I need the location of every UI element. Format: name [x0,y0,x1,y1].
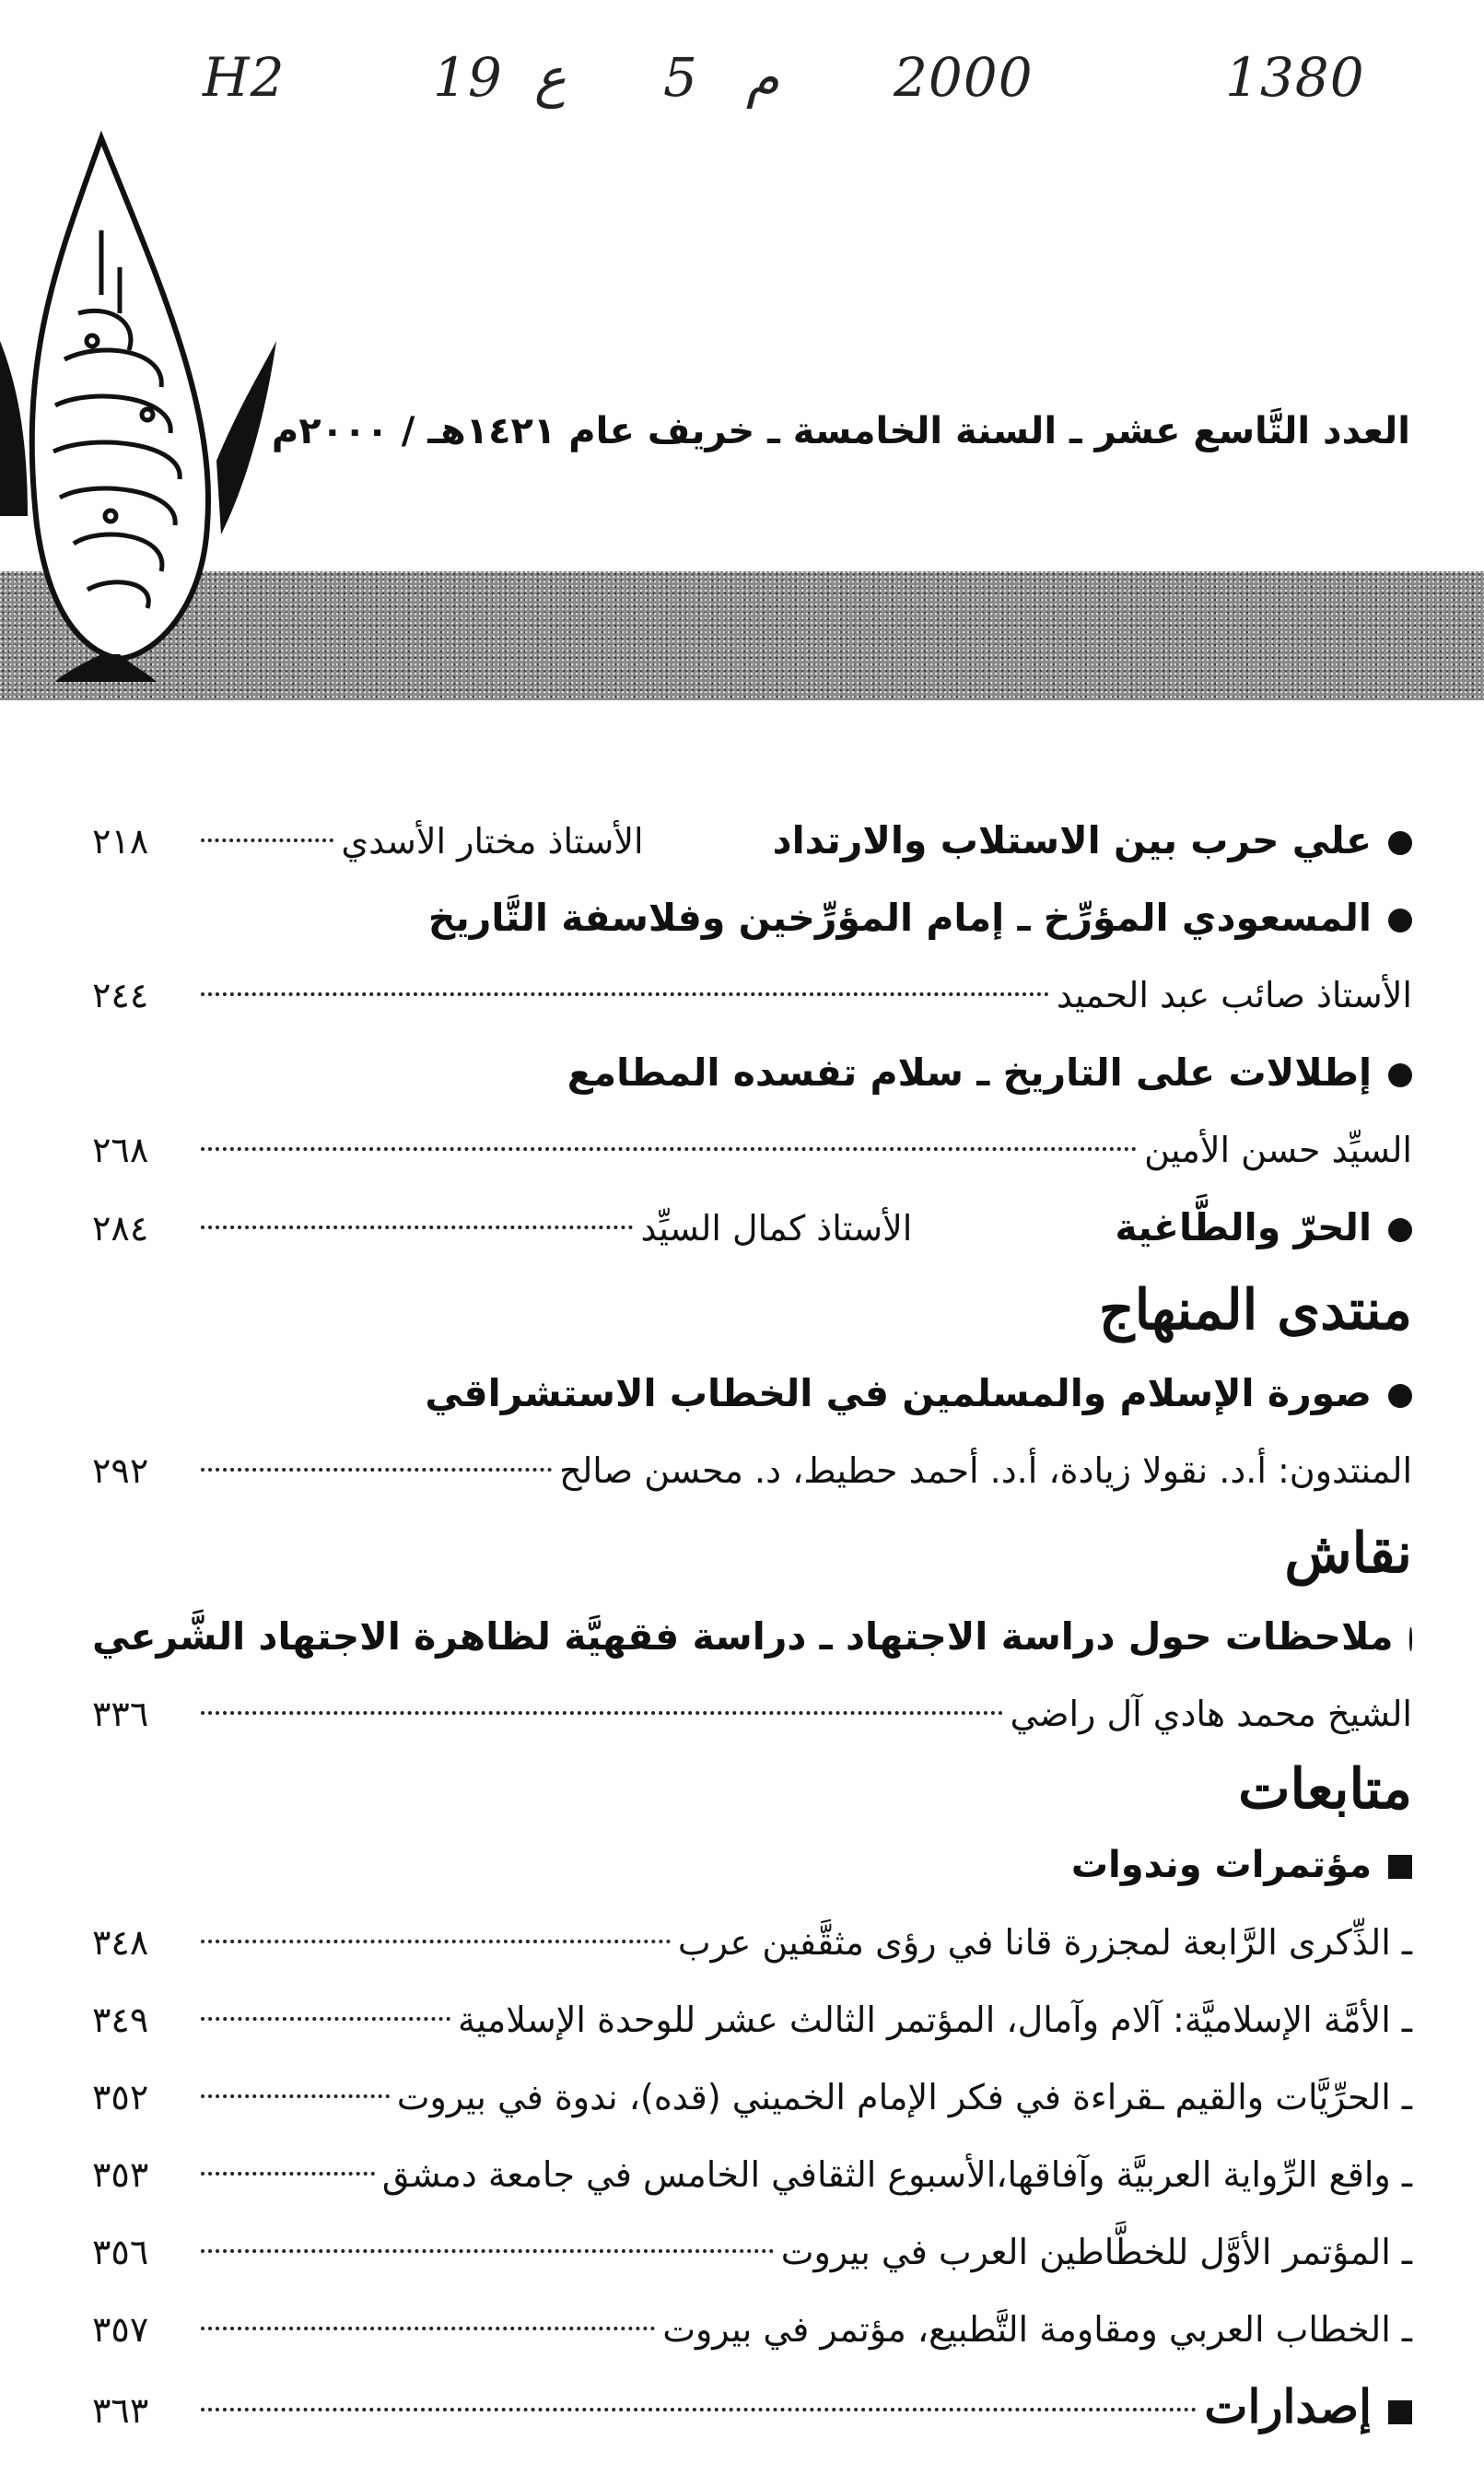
toc-author-row [92,956,1412,1034]
entry-title: علي حرب بين الاستلاب والارتداد [772,818,1372,862]
entry-title: المسعودي المؤرِّخ ـ إمام المؤرِّخين وفلاسفة التَّاريخ [427,896,1372,940]
entry-page: ٣٤٩ [92,2000,149,2040]
entry-title: ملاحظات حول دراسة الاجتهاد ـ دراسة فقهيَّة لظاهرة الاجتهاد الشَّرعي [92,1614,1394,1659]
leader-dots [201,2327,655,2330]
handwritten-note: 1380 [1225,46,1365,109]
entry-page: ٣٦٣ [92,2390,149,2431]
handwritten-note: 19 [433,46,503,109]
toc-entry[interactable] [92,1598,1412,1675]
bullet-icon [1388,1063,1412,1087]
bullet-icon [1388,831,1412,855]
toc-entry[interactable] [92,1034,1412,1111]
bullet-icon [1388,1218,1412,1242]
entry-page: ٣٥٢ [92,2077,149,2117]
subentry-text: ـ الذِّكرى الرَّابعة لمجزرة قانا في رؤى مثقَّفين عرب [677,1922,1412,1963]
bullet-icon [1409,1627,1412,1651]
bullet-icon [1388,909,1412,933]
section-heading-debate: نقاش [1284,1521,1412,1586]
toc-subentry[interactable] [92,2213,1412,2291]
toc-entry[interactable] [92,879,1412,956]
entry-author: الشيخ محمد هادي آل راضي [1010,1694,1412,1734]
section-heading-forum: منتدى المنهاج [1098,1278,1412,1343]
leader-dots [201,1468,552,1472]
entry-page: ٢٦٨ [92,1130,149,1170]
entry-page: ٣٣٦ [92,1694,149,1734]
leader-dots [201,2094,390,2098]
releases-label: إصدارات [1204,2379,1372,2434]
entry-author: الأستاذ مختار الأسدي [341,821,644,862]
toc-author-row [92,1111,1412,1189]
handwritten-note: ع [534,46,567,109]
leader-dots [201,2408,1197,2411]
handwritten-note: م [746,46,779,109]
entry-title: الحرّ والطَّاغية [1115,1205,1372,1249]
entry-page: ٢١٨ [92,821,149,862]
subheading: مؤتمرات وندوات [1070,1844,1372,1886]
leader-dots [201,1226,633,1229]
handwritten-note: 2000 [894,46,1034,109]
entry-author: الأستاذ صائب عبد الحميد [1056,975,1412,1015]
entry-author: السيِّد حسن الأمين [1144,1130,1412,1170]
entry-page: ٢٨٤ [92,1208,149,1249]
subentry-text: ـ الأمَّة الإسلاميَّة: آلام وآمال، المؤتمر الثالث عشر للوحدة الإسلامية [458,2000,1412,2040]
subentry-text: ـ واقع الرِّواية العربيَّة وآفاقها،الأسبوع الثقافي الخامس في جامعة دمشق [381,2154,1412,2195]
square-bullet-icon [1388,2400,1412,2424]
toc-entry[interactable] [92,1189,1412,1266]
leader-dots [201,1147,1137,1151]
entry-page: ٣٥٧ [92,2309,149,2350]
leader-dots [201,1711,1003,1715]
subheading-row [92,1826,1412,1904]
subentry-text: ـ الحرِّيَّات والقيم ـقراءة في فكر الإمام الخميني (قده)، ندوة في بيروت [396,2077,1412,2117]
toc-entry[interactable] [92,1355,1412,1432]
calligraphy-logo [0,129,276,682]
leader-dots [201,2017,450,2021]
toc-entry[interactable] [92,802,1412,879]
toc-subentry[interactable] [92,2136,1412,2213]
leader-dots [201,1940,671,1943]
leader-dots [201,2249,774,2253]
handwritten-note: 5 [663,46,698,109]
toc-subentry[interactable] [92,1904,1412,1981]
toc-author-row [92,1675,1412,1753]
section-heading-followups: متابعات [1238,1757,1412,1822]
entry-author: المنتدون: أ.د. نقولا زيادة، أ.د. أحمد حطيط، د. محسن صالح [559,1450,1412,1491]
toc-subentry[interactable] [92,1981,1412,2059]
issue-line: العدد التَّاسع عشر ـ السنة الخامسة ـ خريف عام ١٤٢١هـ / ٢٠٠٠م [271,410,1410,452]
subentry-text: ـ الخطاب العربي ومقاومة التَّطبيع، مؤتمر في بيروت [662,2309,1412,2350]
entry-page: ٣٤٨ [92,1922,149,1963]
entry-page: ٢٤٤ [92,975,149,1015]
leader-dots [201,992,1049,996]
entry-title: إطلالات على التاريخ ـ سلام تفسده المطامع [567,1050,1372,1095]
leader-dots [201,839,333,842]
entry-author: الأستاذ كمال السيِّد [640,1208,913,1249]
toc-subentry[interactable] [92,2291,1412,2368]
square-bullet-icon [1388,1855,1412,1879]
bullet-icon [1388,1384,1412,1408]
entry-title: صورة الإسلام والمسلمين في الخطاب الاستشراقي [425,1371,1372,1415]
subentry-text: ـ المؤتمر الأوَّل للخطَّاطين العرب في بيروت [780,2232,1412,2272]
toc-releases[interactable] [92,2368,1412,2446]
leader-dots [201,2172,375,2176]
entry-page: ٣٥٦ [92,2232,149,2272]
toc-author-row [92,1432,1412,1509]
toc-subentry[interactable] [92,2059,1412,2136]
table-of-contents [92,802,1412,2446]
entry-page: ٣٥٣ [92,2154,149,2195]
handwritten-note: H2 [203,46,286,109]
entry-page: ٢٩٢ [92,1450,149,1491]
